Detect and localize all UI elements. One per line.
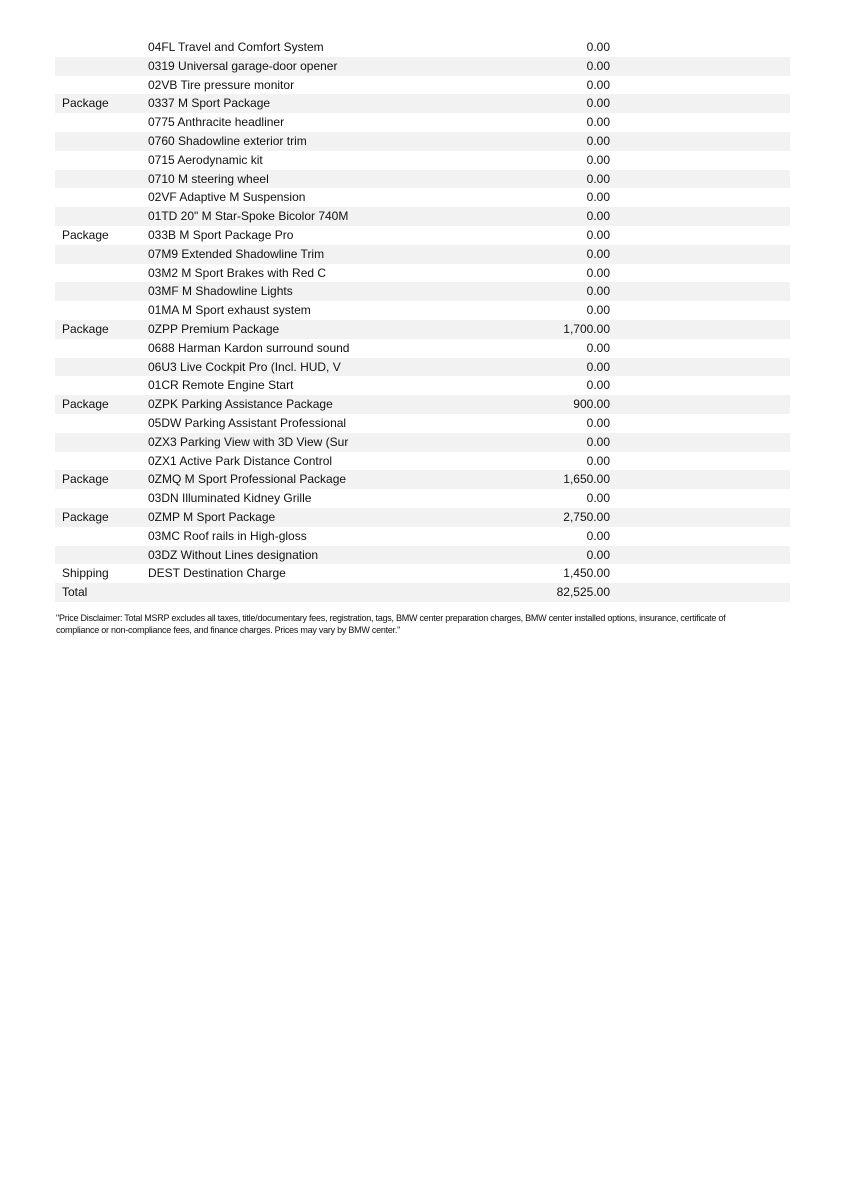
row-price: 0.00 [586,359,610,374]
row-category-label [55,301,148,320]
table-row [55,508,790,527]
row-category-label [55,151,148,170]
table-row [55,94,790,113]
row-option-description: 0337 M Sport Package [148,96,271,111]
row-spacer [610,376,790,395]
row-price: 1,650.00 [563,472,610,487]
row-category-label [55,132,148,151]
table-row [55,395,790,414]
row-option-description: 03DN Illuminated Kidney Grille [148,491,312,506]
row-price: 1,700.00 [563,321,610,336]
table-row [55,264,790,283]
row-option-description: 0715 Aerodynamic kit [148,152,263,167]
row-category-label [55,527,148,546]
row-price: 0.00 [586,491,610,506]
row-option-description: 03MF M Shadowline Lights [148,284,293,299]
table-row [55,527,790,546]
row-price: 0.00 [586,152,610,167]
row-option-description: 0ZX3 Parking View with 3D View (Sur [148,434,349,449]
row-option-description: 01MA M Sport exhaust system [148,303,311,318]
row-spacer [610,132,790,151]
row-spacer [610,94,790,113]
row-option-description: 01CR Remote Engine Start [148,378,294,393]
row-option-description: 03MC Roof rails in High-gloss [148,528,307,543]
row-price: 1,450.00 [563,566,610,581]
row-price: 0.00 [586,265,610,280]
row-spacer [610,151,790,170]
row-price: 0.00 [586,58,610,73]
row-spacer [610,546,790,565]
row-category-label [55,358,148,377]
row-spacer [610,245,790,264]
table-row [55,226,790,245]
row-spacer [610,76,790,95]
table-row [55,207,790,226]
row-category-label: Total [62,585,88,600]
row-spacer [610,301,790,320]
row-price: 0.00 [586,77,610,92]
table-row [55,583,790,602]
row-spacer [610,564,790,583]
row-spacer [610,188,790,207]
price-disclaimer: "Price Disclaimer: Total MSRP excludes all taxes, title/documentary fees, registration, tags, BMW center preparation charges, BMW center installed options, insurance, certificate of compliance or non-compliance fees, and finance charges. Prices may vary by BMW center." [56,613,726,636]
row-price: 0.00 [586,115,610,130]
row-price: 0.00 [586,415,610,430]
row-spacer [610,226,790,245]
row-option-description: 0710 M steering wheel [148,171,269,186]
table-row [55,76,790,95]
table-row [55,245,790,264]
row-category-label [55,414,148,433]
row-price: 2,750.00 [563,509,610,524]
table-row [55,113,790,132]
row-category-label [55,433,148,452]
row-category-label: Package [62,96,109,111]
row-option-description: 0ZPK Parking Assistance Package [148,397,333,412]
row-option-description: 033B M Sport Package Pro [148,227,294,242]
table-row [55,320,790,339]
row-spacer [610,452,790,471]
row-spacer [610,489,790,508]
row-category-label [55,264,148,283]
row-option-description: 0ZMP M Sport Package [148,509,276,524]
row-category-label: Package [62,397,109,412]
row-spacer [610,339,790,358]
table-row [55,282,790,301]
row-category-label [55,76,148,95]
row-category-label [55,489,148,508]
row-category-label [55,38,148,57]
table-row [55,546,790,565]
row-option-description: 0ZPP Premium Package [148,321,280,336]
row-category-label: Package [62,509,109,524]
table-row [55,358,790,377]
row-price: 0.00 [586,340,610,355]
row-option-description: 02VB Tire pressure monitor [148,77,295,92]
table-row [55,38,790,57]
row-price: 0.00 [586,40,610,54]
row-category-label: Package [62,472,109,487]
row-option-description: 02VF Adaptive M Suspension [148,190,306,205]
row-spacer [610,282,790,301]
row-spacer [610,414,790,433]
row-price: 0.00 [586,171,610,186]
row-option-description: 0ZX1 Active Park Distance Control [148,453,333,468]
table-row [55,151,790,170]
table-row [55,376,790,395]
row-option-description: 06U3 Live Cockpit Pro (Incl. HUD, V [148,359,341,374]
row-spacer [610,433,790,452]
row-price: 0.00 [586,528,610,543]
table-row [55,339,790,358]
table-row [55,433,790,452]
row-spacer [610,527,790,546]
row-category-label [55,282,148,301]
row-option-description: 0ZMQ M Sport Professional Package [148,472,347,487]
row-price: 0.00 [586,96,610,111]
row-option-description: 03DZ Without Lines designation [148,547,319,562]
row-option-description: 04FL Travel and Comfort System [148,40,324,54]
row-price: 0.00 [586,209,610,224]
row-price: 0.00 [586,453,610,468]
row-category-label [55,57,148,76]
row-category-label [55,376,148,395]
table-row [55,132,790,151]
row-category-label [55,546,148,565]
row-spacer [610,38,790,57]
table-row [55,414,790,433]
table-row [55,489,790,508]
row-spacer [610,170,790,189]
row-option-description: 01TD 20" M Star-Spoke Bicolor 740M [148,209,349,224]
row-spacer [610,470,790,489]
row-option-description: 03M2 M Sport Brakes with Red C [148,265,327,280]
table-row [55,452,790,471]
row-category-label [55,207,148,226]
row-category-label [55,188,148,207]
table-row [55,301,790,320]
row-category-label: Package [62,227,109,242]
row-category-label [55,452,148,471]
row-spacer [610,57,790,76]
row-spacer [610,358,790,377]
row-spacer [610,320,790,339]
table-row [55,170,790,189]
row-price: 0.00 [586,227,610,242]
row-option-description: 0688 Harman Kardon surround sound [148,340,350,355]
row-price: 900.00 [573,397,610,412]
row-option-description [148,583,520,602]
row-category-label [55,170,148,189]
row-price: 0.00 [586,246,610,261]
row-price: 0.00 [586,547,610,562]
row-price: 0.00 [586,434,610,449]
row-spacer [610,264,790,283]
row-spacer [610,395,790,414]
row-spacer [610,583,790,602]
row-price: 0.00 [586,133,610,148]
row-category-label [55,339,148,358]
table-row [55,188,790,207]
row-category-label: Shipping [62,566,109,581]
row-option-description: 0775 Anthracite headliner [148,115,285,130]
row-category-label [55,245,148,264]
table-row [55,470,790,489]
row-price: 0.00 [586,378,610,393]
row-price: 82,525.00 [556,585,610,600]
row-category-label [55,113,148,132]
vehicle-options-table [55,38,790,602]
table-row [55,57,790,76]
row-option-description: 0319 Universal garage-door opener [148,58,338,73]
row-option-description: 07M9 Extended Shadowline Trim [148,246,325,261]
row-spacer [610,207,790,226]
row-price: 0.00 [586,284,610,299]
row-option-description: 05DW Parking Assistant Professional [148,415,347,430]
row-spacer [610,508,790,527]
row-category-label: Package [62,321,109,336]
row-price: 0.00 [586,303,610,318]
row-spacer [610,113,790,132]
row-option-description: 0760 Shadowline exterior trim [148,133,307,148]
table-row [55,564,790,583]
row-option-description: DEST Destination Charge [148,566,286,581]
row-price: 0.00 [586,190,610,205]
